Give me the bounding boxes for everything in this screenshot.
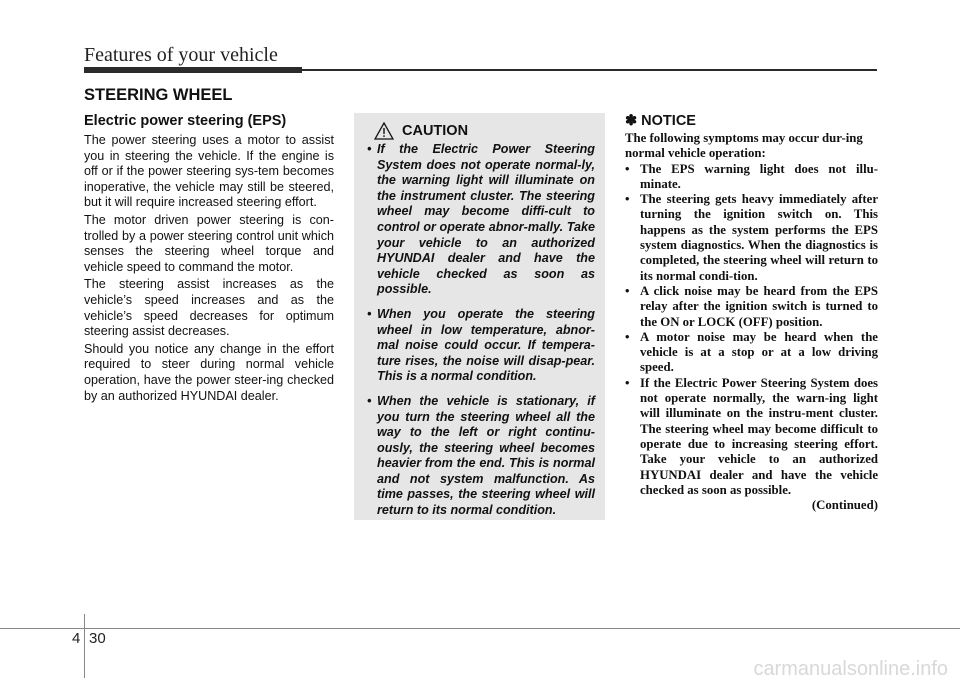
caution-item: • If the Electric Power Steering System does not operate normal-ly, the warning light will illuminate on the instrument cluster. The steering wheel may become diffi-cult to control or operate abnor-mally. Take your vehicle to an authorized HYUNDAI dealer and have the vehicle checked as soon as possible. (367, 142, 595, 297)
notice-column (625, 113, 878, 513)
page-number: 30 (89, 630, 106, 647)
eps-paragraph: The steering assist increases as the vehicle’s speed increases and as the vehicle’s speed decreases for optimum steering assist decreases. (84, 277, 334, 339)
watermark: carmanualsonline.info (753, 658, 948, 680)
notice-item: • The EPS warning light does not illu-minate. (625, 161, 878, 191)
notice-list (625, 162, 878, 499)
eps-column (84, 113, 334, 406)
footer-divider (84, 614, 85, 678)
chapter-number: 4 (72, 630, 81, 647)
footer-rule (0, 628, 960, 629)
notice-item: • A motor noise may be heard when the vehicle is at a stop or at a low driving speed. (625, 329, 878, 375)
notice-item: • If the Electric Power Steering System does not operate normally, the warn-ing light will illuminate on the instru-ment cluster. The steering wheel may become difficult to operate due to increasing steering effort. Take your vehicle to an authorized HYUNDAI dealer and have the vehicle checked as soon as possible. (625, 375, 878, 497)
caution-title: CAUTION (402, 123, 469, 139)
header-bar (84, 67, 302, 73)
caution-list (364, 142, 595, 519)
eps-paragraph: The power steering uses a motor to assist you in steering the vehicle. If the engine is off or if the power steering sys-tem becomes inoperative, the vehicle may still be steered, but it will require increased steering effort. (84, 133, 334, 210)
caution-item: • When you operate the steering wheel in low temperature, abnor-mal noise could occur. If tempera-ture rises, the noise will disap-pear. This is a normal condition. (367, 306, 595, 384)
eps-subtitle: Electric power steering (EPS) (84, 113, 287, 129)
caution-header (374, 122, 595, 140)
continued-label: (Continued) (811, 498, 878, 513)
notice-item: • The steering gets heavy immediately after turning the ignition switch on. This happens as the system performs the EPS system diagnostics. When the diagnostics is completed, the steering wheel will return to its normal condi-tion. (625, 192, 878, 283)
caution-item: • When the vehicle is stationary, if you turn the steering wheel all the way to the left or right continu-ously, the steering wheel becomes heavier from the end. This is normal and not system malfunction. As time passes, the steering wheel will return to its normal condition. (367, 393, 595, 518)
notice-item: • A click noise may be heard from the EPS relay after the ignition switch is turned to the ON or LOCK (OFF) position. (625, 283, 878, 329)
caution-box (354, 113, 605, 520)
page-header-title: Features of your vehicle (84, 44, 278, 66)
notice-title: ✽ NOTICE (625, 113, 696, 129)
notice-intro: The following symptoms may occur dur-ing normal vehicle operation: (625, 131, 863, 161)
eps-paragraph: Should you notice any change in the effort required to steer during normal vehicle operation, have the power steer-ing checked by an authorized HYUNDAI dealer. (84, 341, 334, 403)
header-rule (302, 69, 877, 71)
warning-triangle-icon (374, 122, 394, 140)
eps-paragraph: The motor driven power steering is con-trolled by a power steering control unit which senses the steering wheel torque and vehicle speed to command the motor. (84, 212, 334, 274)
section-title: STEERING WHEEL (84, 86, 233, 104)
